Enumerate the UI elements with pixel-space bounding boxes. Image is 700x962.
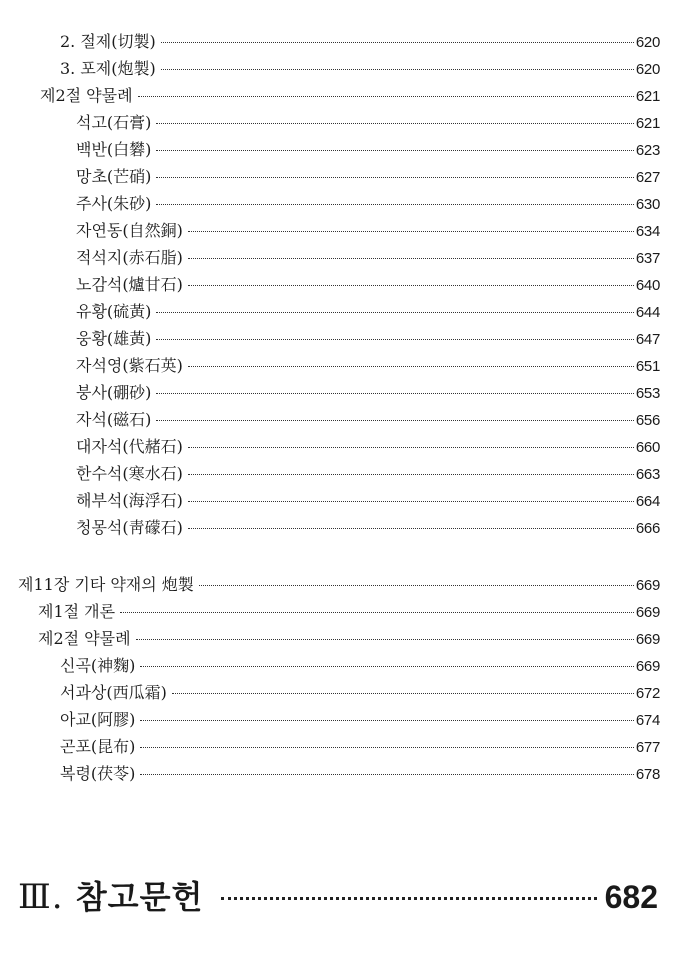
toc-entry-page: 627 — [635, 169, 660, 186]
dot-leader — [156, 176, 633, 178]
dot-leader — [156, 203, 633, 205]
dot-leader — [136, 638, 634, 640]
toc-entry-page: 623 — [635, 142, 660, 159]
toc-entry-label: 신곡(神麴) — [60, 656, 136, 675]
toc-entry-label: 망초(芒硝) — [76, 167, 152, 186]
dot-leader — [161, 41, 634, 43]
toc-entry-label: 노감석(爐甘石) — [76, 275, 183, 294]
toc-entry-page: 637 — [635, 250, 660, 267]
toc-entry — [76, 464, 660, 485]
toc-entry-label: 자석영(紫石英) — [76, 356, 183, 375]
toc-entry-page: 669 — [635, 604, 660, 621]
toc-entry-page: 660 — [635, 439, 660, 456]
toc-entry-page: 677 — [635, 739, 660, 756]
toc-entry — [76, 167, 660, 188]
toc-entry — [60, 59, 660, 80]
toc-entry-page: 621 — [635, 88, 660, 105]
dot-leader — [156, 338, 633, 340]
toc-entry-page: 664 — [635, 493, 660, 510]
toc-entry — [76, 356, 660, 377]
toc-entry-label: 제11장 기타 약재의 炮製 — [18, 575, 194, 594]
toc-entry-label: 주사(朱砂) — [76, 194, 152, 213]
toc-entry-page: 666 — [635, 520, 660, 537]
dot-leader — [221, 896, 596, 900]
toc-entry-page: 651 — [635, 358, 660, 375]
part-heading — [18, 872, 213, 918]
dot-leader — [120, 611, 634, 613]
toc-section — [38, 602, 660, 623]
toc-entry-label: 복령(茯苓) — [60, 764, 136, 783]
toc-entry-label: 3. 포제(炮製) — [60, 59, 156, 78]
dot-leader — [188, 500, 634, 502]
toc-entry — [76, 221, 660, 242]
toc-entry-label: 석고(石膏) — [76, 113, 152, 132]
dot-leader — [156, 122, 633, 124]
dot-leader — [140, 719, 633, 721]
toc-entry — [76, 248, 660, 269]
toc-entry-label: 서과상(西瓜霜) — [60, 683, 167, 702]
toc-entry-page: 669 — [635, 631, 660, 648]
toc-entry-label: 제1절 개론 — [38, 602, 116, 621]
dot-leader — [161, 68, 634, 70]
toc-entry — [76, 491, 660, 512]
toc-entry-page: 644 — [635, 304, 660, 321]
toc-entry — [76, 113, 660, 134]
toc-entry-page: 663 — [635, 466, 660, 483]
toc-entry — [60, 710, 660, 731]
toc-entry — [76, 140, 660, 161]
toc-entry — [60, 656, 660, 677]
dot-leader — [140, 746, 633, 748]
toc-entry-label: 백반(白礬) — [76, 140, 152, 159]
toc-entry-label: 곤포(昆布) — [60, 737, 136, 756]
toc-entry-page: 672 — [635, 685, 660, 702]
dot-leader — [188, 284, 634, 286]
toc-entry-page: 674 — [635, 712, 660, 729]
toc-section — [38, 629, 660, 650]
part-numeral: Ⅲ. — [18, 877, 64, 917]
toc-entry — [76, 410, 660, 431]
dot-leader — [188, 365, 634, 367]
toc-entry-page: 620 — [635, 61, 660, 78]
toc-entry-page: 630 — [635, 196, 660, 213]
toc-entry-page: 678 — [635, 766, 660, 783]
toc-entry — [76, 383, 660, 404]
toc-entry — [76, 275, 660, 296]
dot-leader — [188, 257, 634, 259]
toc-entry — [60, 737, 660, 758]
toc-entry-page: 669 — [635, 577, 660, 594]
dot-leader — [140, 773, 633, 775]
dot-leader — [188, 446, 634, 448]
toc-entry-page: 634 — [635, 223, 660, 240]
toc-entry — [76, 302, 660, 323]
toc-entry-label: 적석지(赤石脂) — [76, 248, 183, 267]
dot-leader — [156, 419, 633, 421]
dot-leader — [140, 665, 633, 667]
toc-entry-label: 제2절 약물례 — [38, 629, 131, 648]
toc-entry-label: 청몽석(靑礞石) — [76, 518, 183, 537]
part-page: 682 — [604, 879, 658, 915]
toc-entry — [76, 518, 660, 539]
toc-entry-label: 2. 절제(切製) — [60, 32, 156, 51]
toc-entry — [60, 32, 660, 53]
dot-leader — [156, 392, 633, 394]
toc-entry-label: 웅황(雄黃) — [76, 329, 152, 348]
toc-entry-page: 656 — [635, 412, 660, 429]
dot-leader — [188, 527, 634, 529]
toc-entry-label: 붕사(硼砂) — [76, 383, 152, 402]
toc-entry-label: 제2절 약물례 — [40, 86, 133, 105]
dot-leader — [156, 149, 633, 151]
toc-entry — [76, 194, 660, 215]
dot-leader — [156, 311, 633, 313]
dot-leader — [188, 473, 634, 475]
toc-section — [40, 86, 660, 107]
toc-entry-label: 해부석(海浮石) — [76, 491, 183, 510]
dot-leader — [188, 230, 634, 232]
part-title: 참고문헌 — [75, 878, 204, 916]
toc-entry-label: 대자석(代赭石) — [76, 437, 183, 456]
toc-entry-page: 640 — [635, 277, 660, 294]
toc-chapter — [18, 575, 660, 596]
toc-entry-label: 자연동(自然銅) — [76, 221, 183, 240]
toc-entry-label: 한수석(寒水石) — [76, 464, 183, 483]
toc-entry — [76, 437, 660, 458]
dot-leader — [138, 95, 634, 97]
toc-entry-page: 653 — [635, 385, 660, 402]
toc-entry — [60, 764, 660, 785]
toc-entry-label: 자석(磁石) — [76, 410, 152, 429]
toc-entry — [76, 329, 660, 350]
toc-entry-label: 유황(硫黃) — [76, 302, 152, 321]
toc-entry — [60, 683, 660, 704]
toc-entry-page: 620 — [635, 34, 660, 51]
toc-part-references — [18, 872, 658, 918]
toc-entry-label: 아교(阿膠) — [60, 710, 136, 729]
dot-leader — [172, 692, 634, 694]
toc-entry-page: 621 — [635, 115, 660, 132]
dot-leader — [199, 584, 634, 586]
toc-entry-page: 647 — [635, 331, 660, 348]
toc-entry-page: 669 — [635, 658, 660, 675]
